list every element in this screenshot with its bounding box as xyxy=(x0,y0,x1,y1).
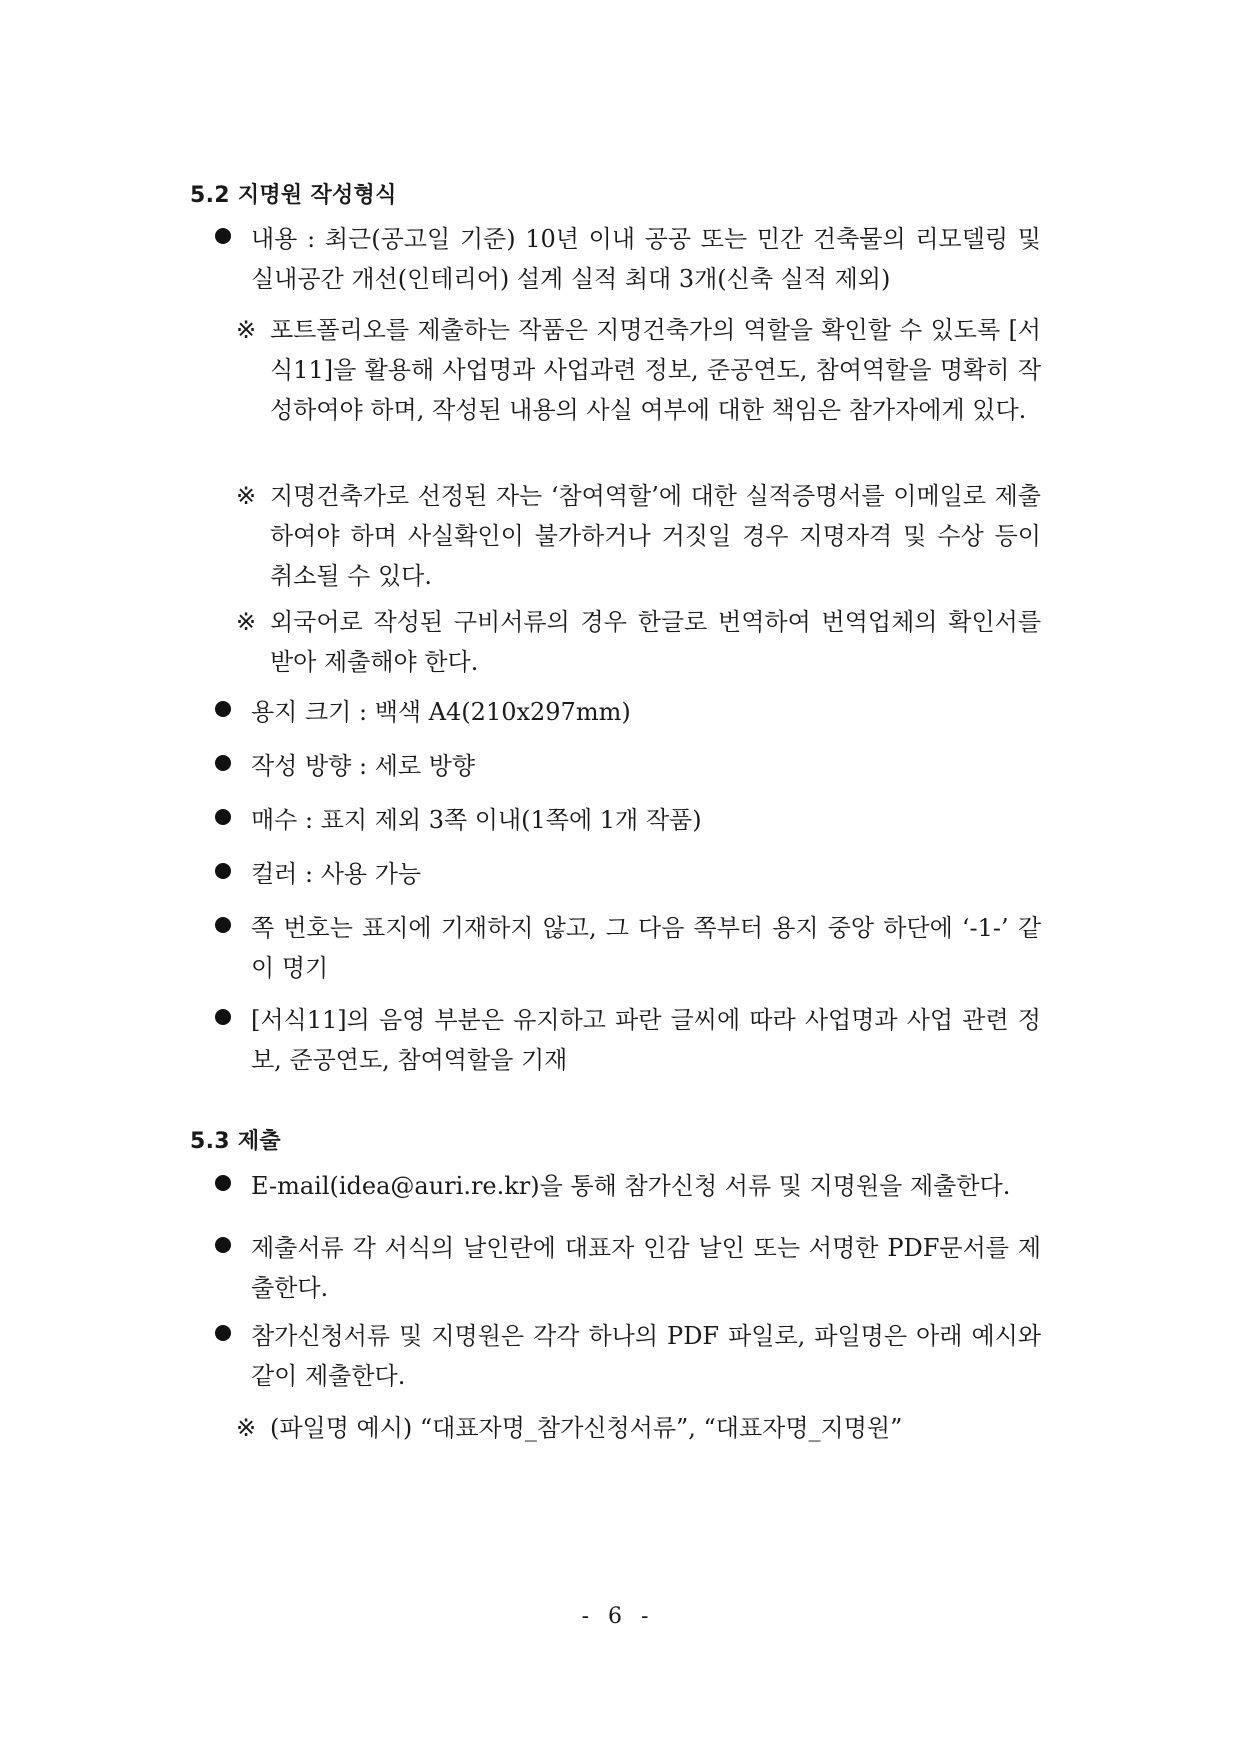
bullet-icon xyxy=(215,755,231,771)
list-item-text: 제출서류 각 서식의 날인란에 대표자 인감 날인 또는 서명한 PDF문서를 제출한다. xyxy=(251,1234,1041,1302)
bullet-icon xyxy=(215,863,231,879)
note-text: 외국어로 작성된 구비서류의 경우 한글로 번역하여 번역업체의 확인서를 받아 제출해야 한다. xyxy=(270,608,1041,676)
list-item-page-numbering xyxy=(215,908,1041,988)
note-item-certificate xyxy=(236,476,1041,596)
reference-mark-icon: ※ xyxy=(236,608,257,636)
list-item-orientation xyxy=(215,746,1041,786)
note-item-filename-example xyxy=(236,1408,1041,1448)
bullet-icon xyxy=(215,809,231,825)
list-item-text: 용지 크기 : 백색 A4(210x297mm) xyxy=(251,698,631,726)
section-heading-5-2: 5.2 지명원 작성형식 xyxy=(190,183,397,208)
bullet-icon xyxy=(215,1237,231,1253)
bullet-icon xyxy=(215,1009,231,1025)
bullet-icon xyxy=(215,701,231,717)
list-item-seal xyxy=(215,1228,1041,1308)
list-item-form-11 xyxy=(215,1000,1041,1080)
list-item-text: 매수 : 표지 제외 3쪽 이내(1쪽에 1개 작품) xyxy=(251,806,702,834)
reference-mark-icon: ※ xyxy=(236,316,257,344)
bullet-icon xyxy=(215,1325,231,1341)
reference-mark-icon: ※ xyxy=(236,482,257,510)
note-text: (파일명 예시) “대표자명_참가신청서류”, “대표자명_지명원” xyxy=(270,1414,903,1442)
note-item-portfolio xyxy=(236,310,1041,430)
list-item-page-count xyxy=(215,800,1041,840)
list-item-text: 쪽 번호는 표지에 기재하지 않고, 그 다음 쪽부터 용지 중앙 하단에 ‘-1-’ 같이 명기 xyxy=(251,914,1041,982)
list-item-text: 내용 : 최근(공고일 기준) 10년 이내 공공 또는 민간 건축물의 리모델링 및 실내공간 개선(인테리어) 설계 실적 최대 3개(신축 실적 제외) xyxy=(251,225,1041,293)
bullet-icon xyxy=(215,228,231,244)
note-text: 지명건축가로 선정된 자는 ‘참여역할’에 대한 실적증명서를 이메일로 제출하여야 하며 사실확인이 불가하거나 거짓일 경우 지명자격 및 수상 등이 취소될 수 있다. xyxy=(270,482,1041,590)
list-item-text: 컬러 : 사용 가능 xyxy=(251,860,422,888)
list-item-content xyxy=(215,219,1041,299)
list-item-text: 작성 방향 : 세로 방향 xyxy=(251,752,476,780)
list-item-text: [서식11]의 음영 부분은 유지하고 파란 글씨에 따라 사업명과 사업 관련 정보, 준공연도, 참여역할을 기재 xyxy=(251,1006,1041,1074)
bullet-icon xyxy=(215,1175,231,1191)
list-item-color xyxy=(215,854,1041,894)
note-item-translation xyxy=(236,602,1041,682)
list-item-pdf-files xyxy=(215,1316,1041,1396)
bullet-icon xyxy=(215,917,231,933)
section-heading-5-3: 5.3 제출 xyxy=(190,1129,281,1154)
list-item-paper-size xyxy=(215,692,1041,732)
list-item-text: 참가신청서류 및 지명원은 각각 하나의 PDF 파일로, 파일명은 아래 예시와 같이 제출한다. xyxy=(251,1322,1041,1390)
reference-mark-icon: ※ xyxy=(236,1414,257,1442)
page-number: - 6 - xyxy=(581,1604,655,1629)
note-text: 포트폴리오를 제출하는 작품은 지명건축가의 역할을 확인할 수 있도록 [서식11]을 활용해 사업명과 사업과련 정보, 준공연도, 참여역할을 명확히 작성하여야 하며, 작성된 내용의 사실 여부에 대한 책임은 참가자에게 있다. xyxy=(270,316,1041,424)
list-item-text: E-mail(idea@auri.re.kr)을 통해 참가신청 서류 및 지명원을 제출한다. xyxy=(251,1172,1011,1200)
list-item-email xyxy=(215,1166,1041,1206)
